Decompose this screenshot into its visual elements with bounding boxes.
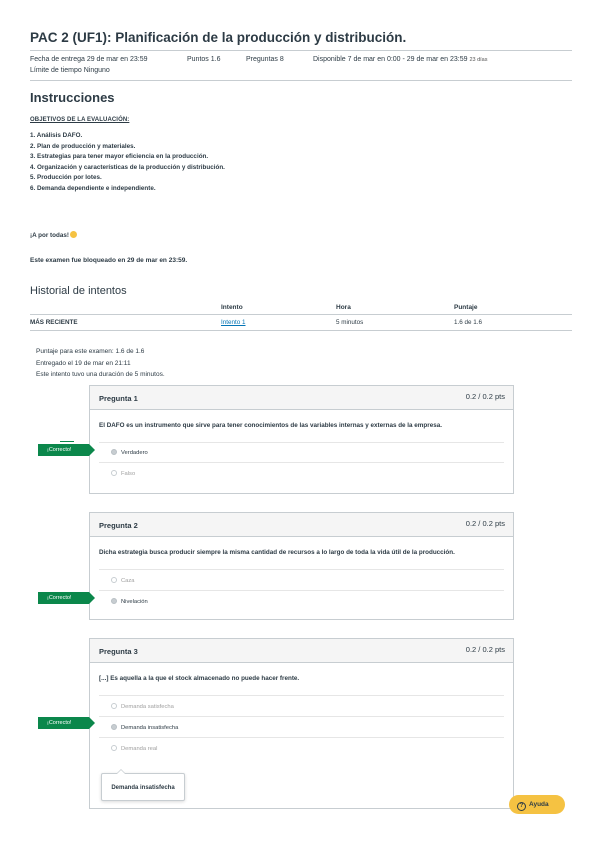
- question-header: [90, 513, 513, 537]
- correct-badge: ¡Correcto!: [38, 717, 89, 729]
- greeting-text: ¡A por todas!: [30, 232, 69, 239]
- answer-option: [111, 703, 174, 710]
- answer-option-selected: [111, 449, 148, 456]
- question-points: 0.2 / 0.2 pts: [465, 519, 505, 528]
- column-header-score: Puntaje: [454, 304, 478, 311]
- objectives-list: [30, 131, 225, 195]
- instructions-heading: Instrucciones: [30, 90, 115, 105]
- radio-empty-icon: [111, 703, 117, 709]
- attempt-duration: Este intento tuvo una duración de 5 minutos.: [36, 371, 165, 378]
- greeting: [30, 231, 77, 239]
- answer-divider: [99, 442, 504, 443]
- questions-value: 8: [279, 56, 284, 63]
- score-summary: Puntaje para este examen: 1.6 de 1.6: [36, 348, 145, 355]
- radio-empty-icon: [111, 577, 117, 583]
- answer-divider: [99, 695, 504, 696]
- column-header-time: Hora: [336, 304, 351, 311]
- radio-selected-icon: [111, 449, 117, 455]
- answer-label: Demanda satisfecha: [121, 704, 174, 710]
- answer-label: Nivelación: [121, 599, 148, 605]
- due-label: Fecha de entrega: [30, 56, 85, 63]
- question-mark-icon: ?: [517, 802, 526, 811]
- history-heading: Historial de intentos: [30, 285, 127, 297]
- questions-label: Preguntas: [246, 56, 278, 63]
- question-header: [90, 386, 513, 410]
- objective-item: 1. Análisis DAFO.: [30, 132, 83, 139]
- points-value: 1.6: [210, 56, 221, 63]
- question-text: Dicha estrategia busca producir siempre la misma cantidad de recursos a lo largo de toda la vida útil de la producción.: [99, 549, 455, 556]
- question-text: El DAFO es un instrumento que sirve para tener conocimientos de las variables internas y externas de la empresa.: [99, 422, 442, 429]
- answer-divider: [99, 569, 504, 570]
- question-count: [246, 56, 284, 63]
- due-date: [30, 56, 148, 63]
- divider: [30, 50, 572, 51]
- answer-option: [111, 470, 135, 477]
- question-card-1: [89, 385, 514, 494]
- table-divider: [30, 314, 572, 315]
- answer-divider: [99, 462, 504, 463]
- help-button[interactable]: [509, 795, 565, 814]
- question-title: Pregunta 1: [99, 394, 138, 403]
- availability: [313, 56, 488, 63]
- answer-divider: [99, 590, 504, 591]
- objective-item: 3. Estrategias para tener mayor eficiencia en la producción.: [30, 153, 209, 161]
- answer-divider: [99, 737, 504, 738]
- submitted-at: Entregado el 19 de mar en 21:11: [36, 360, 131, 367]
- due-value: 29 de mar en 23:59: [86, 56, 148, 63]
- points: [187, 56, 220, 63]
- question-points: 0.2 / 0.2 pts: [465, 645, 505, 654]
- answer-label: Demanda real: [121, 746, 158, 752]
- answer-option-selected: [111, 598, 148, 605]
- question-title: Pregunta 3: [99, 647, 138, 656]
- time-limit-label: Límite de tiempo: [30, 67, 82, 74]
- correct-badge: ¡Correcto!: [38, 444, 89, 456]
- page-title: PAC 2 (UF1): Planificación de la producción y distribución.: [30, 30, 407, 45]
- radio-empty-icon: [111, 470, 117, 476]
- radio-selected-icon: [111, 598, 117, 604]
- help-label: Ayuda: [529, 801, 549, 808]
- answer-divider: [99, 716, 504, 717]
- answer-label: Demanda insatisfecha: [121, 725, 179, 731]
- answer-option: [111, 577, 135, 584]
- time-limit-value: Ninguno: [83, 67, 110, 74]
- question-title: Pregunta 2: [99, 521, 138, 530]
- objective-item: 6. Demanda dependiente e independiente.: [30, 184, 156, 192]
- answer-tooltip: Demanda insatisfecha: [101, 773, 185, 801]
- correct-badge: ¡Correcto!: [38, 592, 89, 604]
- time-limit: [30, 67, 110, 74]
- attempt-link[interactable]: Intento 1: [221, 319, 246, 326]
- answer-label: Verdadero: [121, 450, 148, 456]
- objectives-title: OBJETIVOS DE LA EVALUACIÓN:: [30, 117, 130, 123]
- answer-label: Caza: [121, 578, 135, 584]
- table-divider: [30, 330, 572, 331]
- objective-item: 4. Organización y características de la producción y distribución.: [30, 163, 225, 171]
- answer-option: [111, 745, 157, 752]
- objective-item: 2. Plan de producción y materiales.: [30, 142, 136, 150]
- points-label: Puntos: [187, 56, 209, 63]
- column-header-attempt: Intento: [221, 304, 243, 311]
- objective-item: 5. Producción por lotes.: [30, 174, 102, 182]
- marker-line: [60, 441, 74, 442]
- divider: [30, 80, 572, 81]
- smile-emoji-icon: [70, 231, 77, 238]
- question-text: [...] Es aquella a la que el stock almacenado no puede hacer frente.: [99, 675, 300, 682]
- radio-selected-icon: [111, 724, 117, 730]
- locked-notice: Este examen fue bloqueado en 29 de mar en 23:59.: [30, 257, 188, 264]
- available-value: 7 de mar en 0:00 - 29 de mar en 23:59: [347, 56, 468, 63]
- available-label: Disponible: [313, 56, 346, 63]
- question-header: [90, 639, 513, 663]
- answer-label: Falso: [121, 471, 136, 477]
- answer-option-selected: [111, 724, 178, 731]
- radio-empty-icon: [111, 745, 117, 751]
- attempt-time: 5 minutos: [336, 319, 364, 326]
- row-label-latest: MÁS RECIENTE: [30, 319, 78, 326]
- attempt-score: 1.6 de 1.6: [454, 319, 483, 326]
- available-days: 23 días: [469, 57, 488, 63]
- question-points: 0.2 / 0.2 pts: [465, 392, 505, 401]
- question-card-2: [89, 512, 514, 620]
